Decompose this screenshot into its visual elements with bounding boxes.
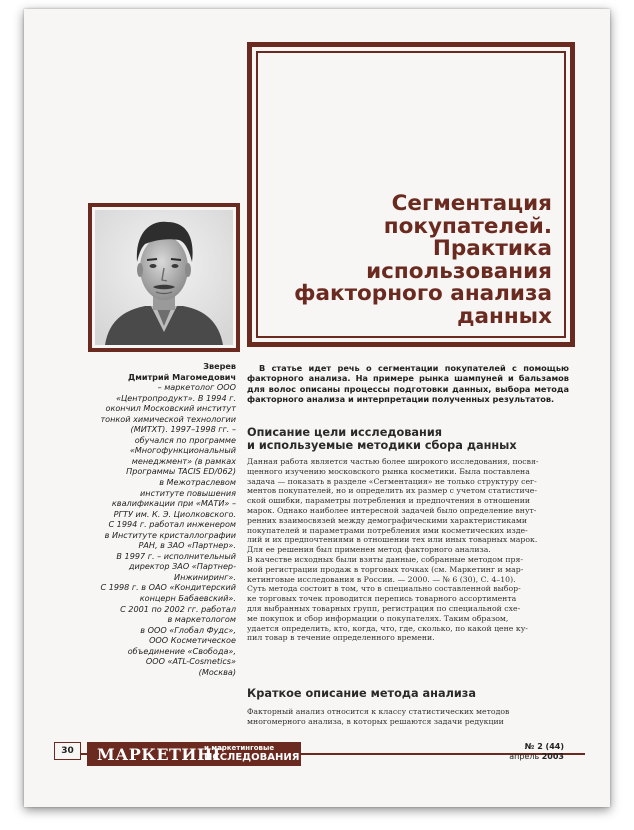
author-name: Зверев Дмитрий Магомедович — [128, 361, 236, 382]
issue-number: № 2 (44) — [524, 742, 564, 751]
section-body-goals: Данная работа является частью более широкого исследования, посвя- щенного изучению московского рынка косметики. Была поставлена задача — показать в разделе «Сегментация» не только структуру сег- ментов покупателей, но и определить их размер с учетом статистиче- ской ошибки, параметры потребления и предпочтения в отношении марок. Однако наиболее интересной задачей было определение внут- ренних взаимосвязей между демографическими характеристиками покупателей и параметрами потребления ими косметических изде- лий и их предпочтениями в отношении тех или иных товарных марок. Для ее решения был применен метод факторного анализа. В качестве исходных были взяты данные, собранные методом пря- мой регистрации продаж в торговых точках (см. Маркетинг и мар- кетинговые исследования в России. — 2000. — № 6 (30), С. 4–10). Суть метода состоит в том, что в специально составленной выбор- ке торговых точек проводится перепись товарного ассортимента для выбранных товарных групп, регистрация по специальной схе- ме покупок и сбор информации о покупателях. Таким образом, удается определить, кто, когда, что, где, сколько, по какой цене ку- пил товар в течение определенного времени. — [247, 457, 539, 643]
issue-info — [509, 742, 564, 762]
page-number: 30 — [54, 742, 81, 760]
section-heading-method: Краткое описание метода анализа — [247, 687, 476, 700]
journal-logo-main: МАРКЕТИНГ — [97, 745, 225, 764]
section-body-method: Факторный анализ относится к классу статистических методов многомерного анализа, в которых решаются задачи редукции — [247, 707, 510, 726]
article-title: Сегментация покупателей. Практика использования факторного анализа данных — [294, 191, 552, 329]
issue-month: апрель — [509, 752, 540, 761]
author-bio — [74, 361, 236, 677]
journal-logo-subtitle-top: и маркетинговые — [204, 744, 275, 752]
section-heading-goals: Описание цели исследования и используемые методики сбора данных — [247, 426, 517, 452]
magazine-page — [24, 9, 610, 807]
journal-logo — [87, 742, 301, 766]
author-portrait-image — [95, 210, 233, 345]
author-photo — [95, 210, 233, 345]
author-photo-frame — [88, 203, 240, 352]
article-lead: В статье идет речь о сегментации покупателей с помощью факторного анализа. На примере рынка шампуней и бальзамов для волос описаны процессы подготовки данных, выбора метода факторного анализа и интерпретации полученных результатов. — [247, 363, 569, 404]
journal-logo-subtitle-bottom: ИССЛЕДОВАНИЯ — [204, 752, 300, 763]
author-description: – маркетолог ООО «Центропродукт». В 1994 г. окончил Московский институт тонкой химической технологии (МИТХТ). 1997–1998 гг. – обучался по программе «Многофункциональный менеджмент» (в рамках Программы TACIS ED/062) в Межотраслевом институте повышения квалификации при «МАТИ» – РГТУ им. К. Э. Циолковского. С 1994 г. работал инженером в Институте кристаллографии РАН, в ЗАО «Партнер». В 1997 г. – исполнительный директор ЗАО «Партнер- Инжиниринг». С 1998 г. в ОАО «Кондитерский концерн Бабаевский». С 2001 по 2002 гг. работал в маркетологом в ООО «Глобал Фудс», ООО Косметическое объединение «Свобода», ООО «ATL-Cosmetics» (Москва) — [100, 382, 236, 677]
issue-year: 2003 — [541, 752, 564, 761]
title-frame — [247, 42, 575, 347]
